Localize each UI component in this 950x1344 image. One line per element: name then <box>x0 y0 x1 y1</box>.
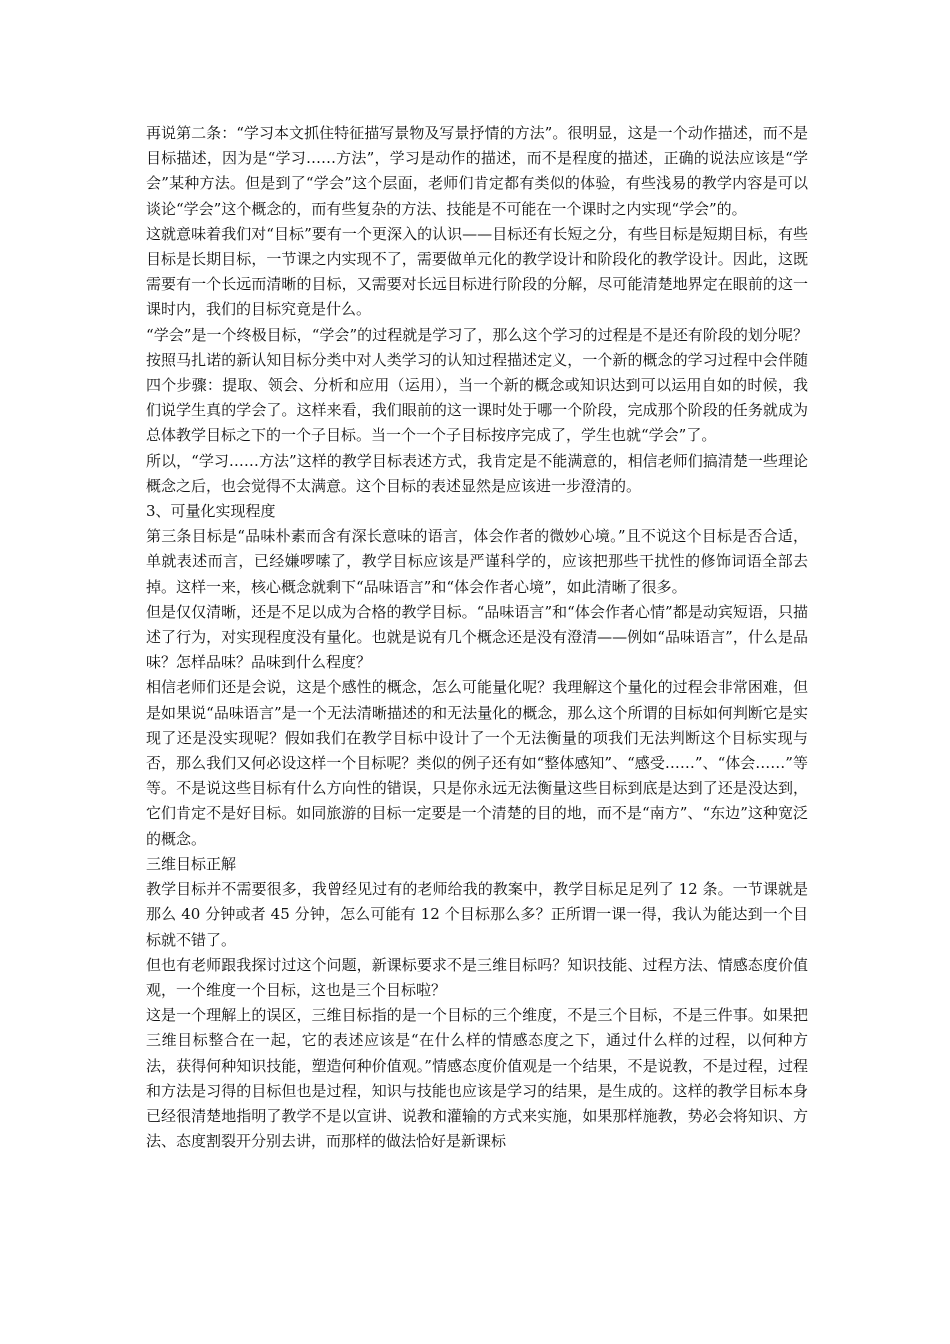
paragraph-measurability: 相信老师们还是会说，这是个感性的概念，怎么可能量化呢？我理解这个量化的过程会非常困难，但是如果说“品味语言”是一个无法清晰描述的和无法量化的概念，那么这个所谓的目标如何判断它是实现了还是没实现呢？假如我们在教学目标中设计了一个无法衡量的项我们无法判断这个目标实现与否，那么我们又何必设这样一个目标呢？类似的例子还有如“整体感知”、“感受……”、“体会……”等等。不是说这些目标有什么方向性的错误，只是你永远无法衡量这些目标到底是达到了还是没达到，它们肯定不是好目标。如同旅游的目标一定要是一个清楚的目的地，而不是“南方”、“东边”这种宽泛的概念。 <box>146 678 808 848</box>
paragraph-third-objective: 第三条目标是“品味朴素而含有深长意味的语言，体会作者的微妙心境。”且不说这个目标是否合适，单就表述而言，已经嫌啰嗦了，教学目标应该是严谨科学的，应该把那些干扰性的修饰词语全部去掉。这样一来，核心概念就剩下“品味语言”和“体会作者心境”，如此清晰了很多。 <box>146 527 808 596</box>
paragraph-long-short-objectives: 这就意味着我们对“目标”要有一个更深入的认识——目标还有长短之分，有些目标是短期目标，有些目标是长期目标，一节课之内实现不了，需要做单元化的教学设计和阶段化的教学设计。因此，这既需要有一个长远而清晰的目标，又需要对长远目标进行阶段的分解，尽可能清楚地界定在眼前的这一课时内，我们的目标究竟是什么。 <box>146 224 808 319</box>
section-heading-three-dimensional: 三维目标正解 <box>146 854 237 873</box>
document-body <box>146 121 808 1154</box>
paragraph-second-objective: 再说第二条：“学习本文抓住特征描写景物及写景抒情的方法”。很明显，这是一个动作描述，而不是目标描述，因为是“学习……方法”，学习是动作的描述，而不是程度的描述，正确的说法应该是“学会”某种方法。但是到了“学会”这个层面，老师们肯定都有类似的体验，有些浅易的教学内容是可以谈论“学会”这个概念的，而有些复杂的方法、技能是不可能在一个课时之内实现“学会”的。 <box>146 124 808 218</box>
paragraph-clarity-insufficient: 但是仅仅清晰，还是不足以成为合格的教学目标。“品味语言”和“体会作者心情”都是动宾短语，只描述了行为，对实现程度没有量化。也就是说有几个概念还是没有澄清——例如“品味语言”，什么是品味？怎样品味？品味到什么程度？ <box>146 602 808 672</box>
paragraph-teacher-question: 但也有老师跟我探讨过这个问题，新课标要求不是三维目标吗？知识技能、过程方法、情感态度价值观，一个维度一个目标，这也是三个目标啦？ <box>146 955 808 999</box>
paragraph-learning-stages: “学会”是一个终极目标，“学会”的过程就是学习了，那么这个学习的过程是不是还有阶段的划分呢？按照马扎诺的新认知目标分类中对人类学习的认知过程描述定义，一个新的概念的学习过程中会伴随四个步骤：提取、领会、分析和应用（运用），当一个新的概念或知识达到可以运用自如的时候，我们说学生真的学会了。这样来看，我们眼前的这一课时处于哪一个阶段，完成那个阶段的任务就成为总体教学目标之下的一个子目标。当一个一个子目标按序完成了，学生也就“学会”了。 <box>146 325 808 445</box>
paragraph-misunderstanding: 这是一个理解上的误区，三维目标指的是一个目标的三个维度，不是三个目标，不是三件事。如果把三维目标整合在一起，它的表述应该是“在什么样的情感态度之下，通过什么样的过程，以何种方法，获得何种知识技能，塑造何种价值观。”情感态度价值观是一个结果，不是说教，不是过程，过程和方法是习得的目标但也是过程，知识与技能也应该是学习的结果，是生成的。这样的教学目标本身已经很清楚地指明了教学不是以宣讲、说教和灌输的方式来实施，如果那样施教，势必会将知识、方法、态度割裂开分别去讲，而那样的做法恰好是新课标 <box>146 1006 808 1151</box>
paragraph-conclusion-second: 所以，“学习……方法”这样的教学目标表述方式，我肯定是不能满意的，相信老师们搞清楚一些理论概念之后，也会觉得不太满意。这个目标的表述显然是应该进一步澄清的。 <box>146 451 808 495</box>
paragraph-number-of-objectives: 教学目标并不需要很多，我曾经见过有的老师给我的教案中，教学目标足足列了 12 条。一节课就是那么 40 分钟或者 45 分钟，怎么可能有 12 个目标那么多？正所谓一课一得，我认为能达到一个目标就不错了。 <box>146 880 808 949</box>
section-heading-quantifiable: 3、可量化实现程度 <box>146 502 276 521</box>
